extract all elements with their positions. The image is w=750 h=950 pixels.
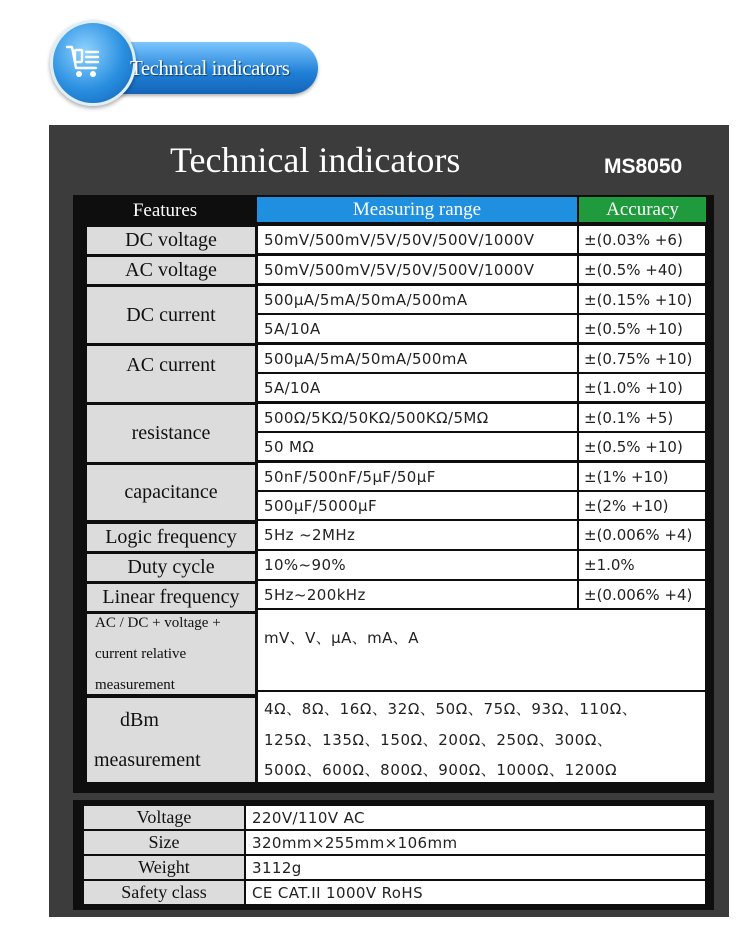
- feature-capacitance: capacitance: [87, 465, 255, 520]
- accuracy-linear-frequency: ±(0.006% +4): [579, 581, 705, 608]
- accuracy-dc-voltage: ±(0.03% +6): [579, 226, 705, 253]
- header-features: Features: [132, 199, 198, 221]
- range-dc-voltage: 50mV/500mV/5V/50V/500V/1000V: [258, 226, 577, 253]
- feature-resistance: resistance: [87, 405, 255, 462]
- range-ac-voltage: 50mV/500mV/5V/50V/500V/1000V: [258, 256, 577, 283]
- accuracy-logic-frequency: ±(0.006% +4): [579, 521, 705, 549]
- spec-value-size: 320mm×255mm×106mm: [246, 831, 705, 854]
- badge-title: Technical indicators: [130, 56, 290, 80]
- spec-value-weight: 3112g: [246, 856, 705, 879]
- dbm-line-2: 125Ω、135Ω、150Ω、200Ω、250Ω、300Ω、: [264, 730, 613, 749]
- range-dbm-measurement: [258, 692, 705, 782]
- range-capacitance-2: 500μF/5000μF: [258, 492, 577, 519]
- feature-relative-line-3: measurement: [95, 676, 175, 693]
- feature-relative-line-1: AC / DC + voltage +: [95, 614, 221, 631]
- feature-dc-voltage: DC voltage: [87, 227, 255, 254]
- range-dc-current-1: 500μA/5mA/50mA/500mA: [258, 286, 577, 313]
- range-relative-measurement: mV、V、μA、mA、A: [258, 610, 705, 690]
- header-accuracy: Accuracy: [579, 197, 706, 222]
- feature-dbm-line-2: measurement: [94, 749, 201, 771]
- accuracy-capacitance-2: ±(2% +10): [579, 492, 705, 519]
- feature-relative-line-2: current relative: [95, 645, 187, 662]
- spec-value-voltage: 220V/110V AC: [246, 806, 705, 829]
- spec-label-voltage: Voltage: [84, 806, 244, 829]
- feature-dbm-line-1: dBm: [120, 709, 159, 731]
- spec-label-weight: Weight: [84, 856, 244, 879]
- spec-value-safety-class: CE CAT.II 1000V RoHS: [246, 881, 705, 904]
- cart-icon: [64, 42, 104, 80]
- accuracy-ac-voltage: ±(0.5% +40): [579, 256, 705, 283]
- accuracy-ac-current-2: ±(1.0% +10): [579, 374, 705, 401]
- feature-ac-current: AC current: [87, 346, 255, 402]
- header-measuring-range: Measuring range: [257, 197, 577, 222]
- panel-title: Technical indicators: [170, 140, 461, 180]
- dbm-line-1: 4Ω、8Ω、16Ω、32Ω、50Ω、75Ω、93Ω、110Ω、: [264, 700, 638, 718]
- range-resistance-1: 500Ω/5KΩ/50KΩ/500KΩ/5MΩ: [258, 404, 577, 431]
- range-duty-cycle: 10%~90%: [258, 551, 577, 579]
- range-logic-frequency: 5Hz ~2MHz: [258, 521, 577, 549]
- accuracy-dc-current-1: ±(0.15% +10): [579, 286, 705, 313]
- accuracy-duty-cycle: ±1.0%: [579, 551, 705, 579]
- feature-dbm-measurement: [87, 698, 255, 782]
- feature-logic-frequency: Logic frequency: [87, 524, 255, 551]
- range-capacitance-1: 50nF/500nF/5μF/50μF: [258, 463, 577, 490]
- feature-dc-current: DC current: [87, 287, 255, 343]
- accuracy-capacitance-1: ±(1% +10): [579, 463, 705, 490]
- range-linear-frequency: 5Hz~200kHz: [258, 581, 577, 608]
- feature-linear-frequency: Linear frequency: [87, 584, 255, 611]
- accuracy-resistance-1: ±(0.1% +5): [579, 404, 705, 431]
- accuracy-ac-current-1: ±(0.75% +10): [579, 345, 705, 372]
- range-ac-current-2: 5A/10A: [258, 374, 577, 401]
- feature-duty-cycle: Duty cycle: [87, 554, 255, 581]
- dbm-line-3: 500Ω、600Ω、800Ω、900Ω、1000Ω、1200Ω: [264, 761, 618, 779]
- model-number: MS8050: [604, 155, 683, 178]
- range-resistance-2: 50 MΩ: [258, 433, 577, 460]
- accuracy-dc-current-2: ±(0.5% +10): [579, 315, 705, 342]
- range-ac-current-1: 500μA/5mA/50mA/500mA: [258, 345, 577, 372]
- accuracy-resistance-2: ±(0.5% +10): [579, 433, 705, 460]
- feature-relative-measurement: [87, 614, 255, 694]
- feature-ac-voltage: AC voltage: [87, 257, 255, 284]
- spec-label-safety-class: Safety class: [84, 881, 244, 904]
- spec-label-size: Size: [84, 831, 244, 854]
- range-dc-current-2: 5A/10A: [258, 315, 577, 342]
